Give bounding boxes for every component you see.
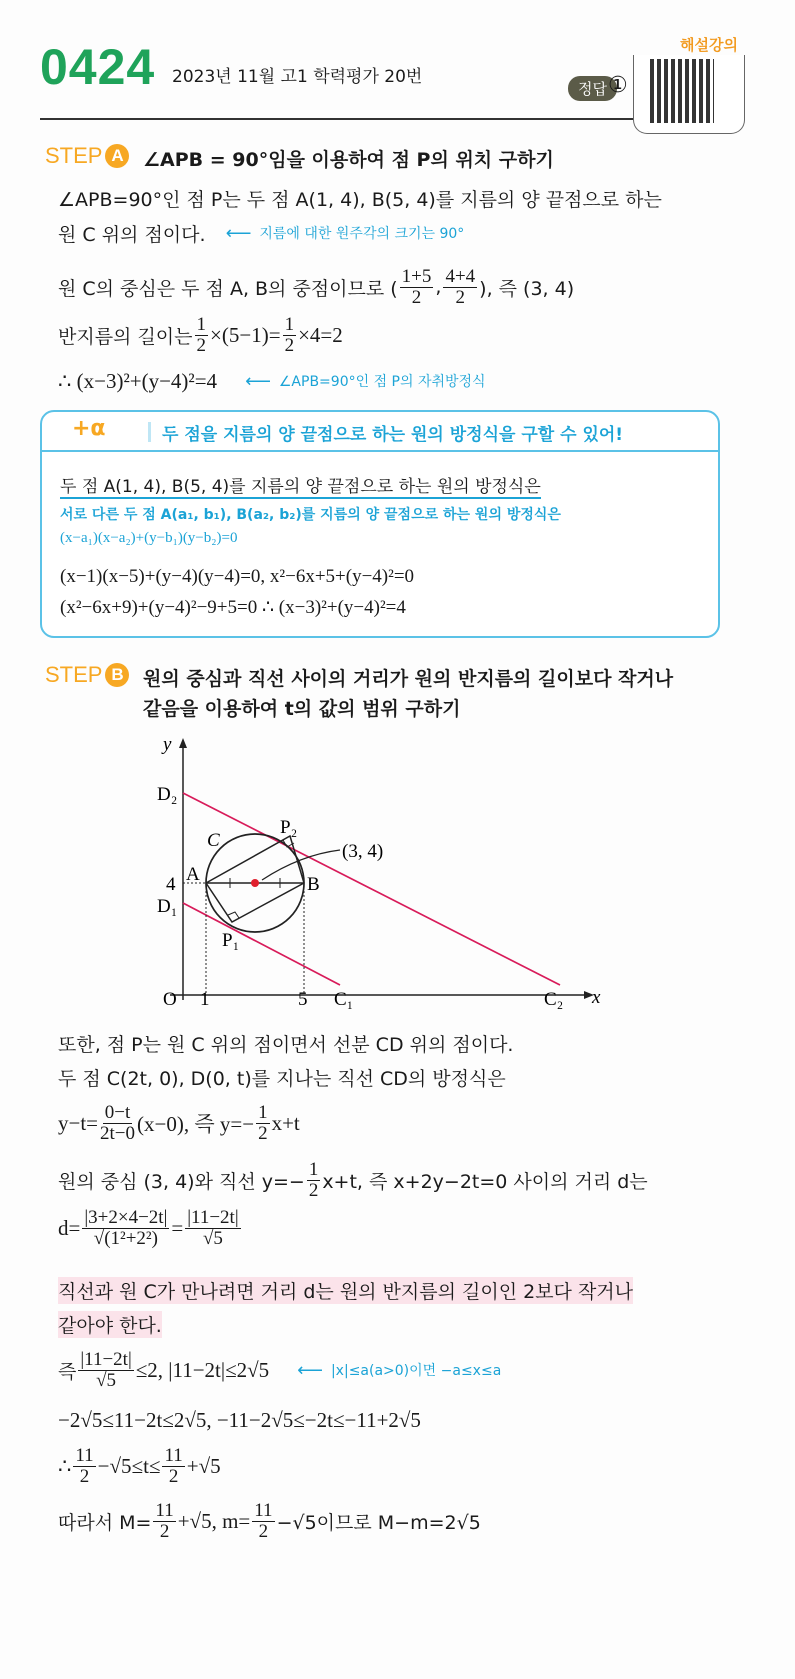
denominator: 2: [258, 1520, 269, 1542]
qr-card[interactable]: [633, 55, 745, 134]
text: 반지름의 길이는: [58, 325, 193, 348]
numerator: 11: [164, 1444, 183, 1466]
step-b-title: 같음을 이용하여 t의 값의 범위 구하기: [143, 698, 461, 720]
text-line: 또한, 점 P는 원 C 위의 점이면서 선분 CD 위의 점이다.: [58, 1033, 514, 1056]
step-letter: B: [105, 663, 129, 687]
fraction: [283, 315, 297, 356]
highlight-line: [58, 1306, 162, 1342]
numerator: 11: [254, 1499, 273, 1521]
step-label: STEP: [45, 143, 103, 168]
arrow-left-icon: ⟵: [297, 1359, 323, 1381]
center-point: [251, 879, 259, 887]
text-line: [58, 1400, 421, 1440]
fraction: [100, 1103, 135, 1144]
denominator: 2: [159, 1520, 170, 1542]
numerator: |11−2t|: [80, 1348, 132, 1370]
triangle-ap2b: [206, 836, 304, 883]
numerator: 1: [308, 1158, 319, 1180]
point-label-d2: D₂: [157, 784, 178, 805]
numerator: 1: [258, 1101, 268, 1123]
x-label: x: [592, 987, 601, 1008]
text: y−t=: [58, 1110, 99, 1135]
step-a-title: ∠APB = 90°임을 이용하여 점 P의 위치 구하기: [143, 149, 554, 171]
denominator: 2: [284, 334, 295, 356]
fraction: [78, 1350, 133, 1391]
note-text: 지름에 대한 원주각의 크기는 90°: [259, 226, 465, 242]
tick-label: 1: [200, 989, 210, 1010]
numerator: 0−t: [104, 1101, 131, 1123]
divider: [148, 422, 151, 442]
problem-source: 2023년 11월 고1 학력평가 20번: [172, 67, 423, 87]
fraction: [400, 267, 434, 308]
denominator: 2: [168, 1465, 179, 1487]
equation: ∴ (x−3)²+(y−4)²=4: [58, 368, 218, 393]
tick-label: 4: [166, 874, 176, 895]
step-b-title: 원의 중심과 직선 사이의 거리가 원의 반지름의 길이보다 작거나: [143, 668, 674, 690]
denominator: 2: [308, 1179, 319, 1201]
text: =: [171, 1215, 184, 1240]
text: ∴: [58, 1453, 72, 1478]
text: 따라서 M=: [58, 1511, 152, 1534]
fraction: [307, 1160, 321, 1201]
text-line: [58, 361, 486, 401]
qr-code-icon[interactable]: [650, 59, 714, 123]
text-line: ∠APB=90°인 점 P는 두 점 A(1, 4), B(5, 4)를 지름의 양 끝점으로 하는: [58, 188, 662, 211]
center-label: (3, 4): [342, 841, 384, 862]
tip-note: 서로 다른 두 점 A(a₁, b₁), B(a₂, b₂)를 지름의 양 끝점으로 하는 원의 방정식은: [60, 507, 561, 523]
text-line: [58, 1440, 221, 1492]
numerator: 11: [155, 1499, 174, 1521]
text-line: [58, 1495, 481, 1547]
step-b-badge: [45, 662, 129, 688]
point-label-p1: P₁: [222, 930, 240, 951]
step-letter: A: [105, 144, 129, 168]
text-line: [58, 1198, 243, 1258]
fraction: [153, 1501, 175, 1542]
text-line: [58, 262, 574, 312]
text: ×(5−1)=: [210, 322, 281, 347]
note: [297, 1360, 501, 1381]
highlight-text: 같아야 한다.: [58, 1311, 162, 1338]
text: d=: [58, 1215, 81, 1240]
arrow-left-icon: ⟵: [225, 222, 252, 244]
header-divider: [40, 118, 640, 120]
fraction: [256, 1103, 270, 1144]
text: 원의 중심 (3, 4)와 직선 y=−: [58, 1170, 305, 1193]
tip-line: (x−1)(x−5)+(y−4)(y−4)=0, x²−6x+5+(y−4)²=0: [60, 566, 415, 587]
numerator: 11: [75, 1444, 94, 1466]
right-angle-mark: [228, 912, 239, 918]
fraction: [82, 1208, 169, 1249]
qr-label: 해설강의: [680, 36, 738, 54]
denominator: 2: [79, 1465, 90, 1487]
text-line: [58, 1340, 501, 1400]
text-line: [58, 213, 464, 253]
plus-alpha-icon: +α: [72, 416, 106, 441]
text: −√5≤t≤: [97, 1453, 161, 1478]
point-label-a: A: [186, 864, 200, 885]
text-line: [58, 1098, 300, 1148]
fraction: [195, 315, 209, 356]
numerator: |3+2×4−2t|: [84, 1206, 168, 1228]
fraction: [443, 267, 477, 308]
note-text: |x|≤a(a>0)이면 −a≤x≤a: [330, 1363, 502, 1379]
denominator: √5: [202, 1227, 223, 1249]
denominator: 2: [258, 1122, 268, 1144]
text: 원 C의 중심은 두 점 A, B의 중점이므로 (: [58, 277, 398, 300]
text: x+t, 즉 x+2y−2t=0 사이의 거리 d는: [322, 1170, 648, 1193]
note-text: ∠APB=90°인 점 P의 자취방정식: [278, 374, 486, 390]
y-axis-arrow-icon: [179, 738, 187, 748]
text: 원 C 위의 점이다.: [58, 223, 206, 246]
note: [245, 371, 486, 392]
denominator: √5: [96, 1369, 117, 1391]
tip-box: [40, 410, 720, 638]
note: [226, 223, 465, 244]
point-label-d1: D₁: [157, 896, 178, 917]
step-a-badge: [45, 143, 129, 169]
fraction: [162, 1446, 184, 1487]
text: +√5: [186, 1453, 221, 1478]
denominator: 2: [411, 286, 422, 308]
point-label-c1: C₁: [334, 989, 354, 1010]
fraction: [73, 1446, 95, 1487]
y-label: y: [163, 734, 172, 755]
fraction: [252, 1501, 274, 1542]
point-label-p2: P₂: [280, 817, 298, 838]
highlight-line: [58, 1272, 633, 1308]
text: 즉: [58, 1360, 77, 1383]
tick-label: 5: [298, 989, 308, 1010]
text-line: [58, 310, 343, 360]
point-label-b: B: [307, 874, 320, 895]
step-label: STEP: [45, 662, 103, 687]
line-d2-c2: [183, 793, 560, 985]
denominator: 2: [455, 286, 466, 308]
numerator: |11−2t|: [187, 1206, 239, 1228]
denominator: 2: [196, 334, 207, 356]
tip-line: (x²−6x+9)+(y−4)²−9+5=0 ∴ (x−3)²+(y−4)²=4: [60, 597, 406, 618]
text: ), 즉 (3, 4): [479, 277, 575, 300]
numerator: 1: [196, 313, 207, 335]
tip-formula: (x−a₁)(x−a₂)+(y−b₁)(y−b₂)=0: [60, 530, 238, 546]
denominator: 2t−0: [100, 1122, 136, 1144]
tip-line: 두 점 A(1, 4), B(5, 4)를 지름의 양 끝점으로 하는 원의 방정식은: [60, 472, 541, 499]
text: ,: [435, 276, 442, 298]
text: x+t: [271, 1110, 300, 1135]
numerator: 4+4: [445, 265, 476, 287]
text: ×4=2: [298, 322, 343, 347]
answer-value: ①: [608, 73, 628, 98]
problem-number: 0424: [40, 39, 156, 95]
denominator: √(1²+2²): [93, 1227, 158, 1249]
highlight-text: 직선과 원 C가 만나려면 거리 d는 원의 반지름의 길이인 2보다 작거나: [58, 1277, 633, 1304]
triangle-ap1b: [206, 883, 304, 922]
tip-title: 두 점을 지름의 양 끝점으로 하는 원의 방정식을 구할 수 있어!: [162, 425, 624, 445]
geometry-diagram: [0, 720, 795, 1020]
text: −√5이므로 M−m=2√5: [276, 1511, 481, 1534]
circle-label: C: [207, 830, 220, 851]
point-label-c2: C₂: [544, 989, 564, 1010]
origin-label: O: [163, 989, 177, 1010]
arrow-left-icon: ⟵: [245, 370, 271, 392]
text-line: 두 점 C(2t, 0), D(0, t)를 지나는 직선 CD의 방정식은: [58, 1067, 506, 1090]
tip-header: [42, 412, 718, 452]
numerator: 1: [284, 313, 295, 335]
answer-badge: 정답: [568, 76, 617, 101]
text: (x−0), 즉 y=−: [137, 1112, 255, 1136]
equation: −2√5≤11−2t≤2√5, −11−2√5≤−2t≤−11+2√5: [58, 1407, 421, 1432]
text: ≤2, |11−2t|≤2√5: [135, 1357, 270, 1382]
line-d1-c1: [183, 903, 340, 985]
text: +√5, m=: [177, 1508, 251, 1533]
fraction: [185, 1208, 240, 1249]
numerator: 1+5: [401, 265, 432, 287]
